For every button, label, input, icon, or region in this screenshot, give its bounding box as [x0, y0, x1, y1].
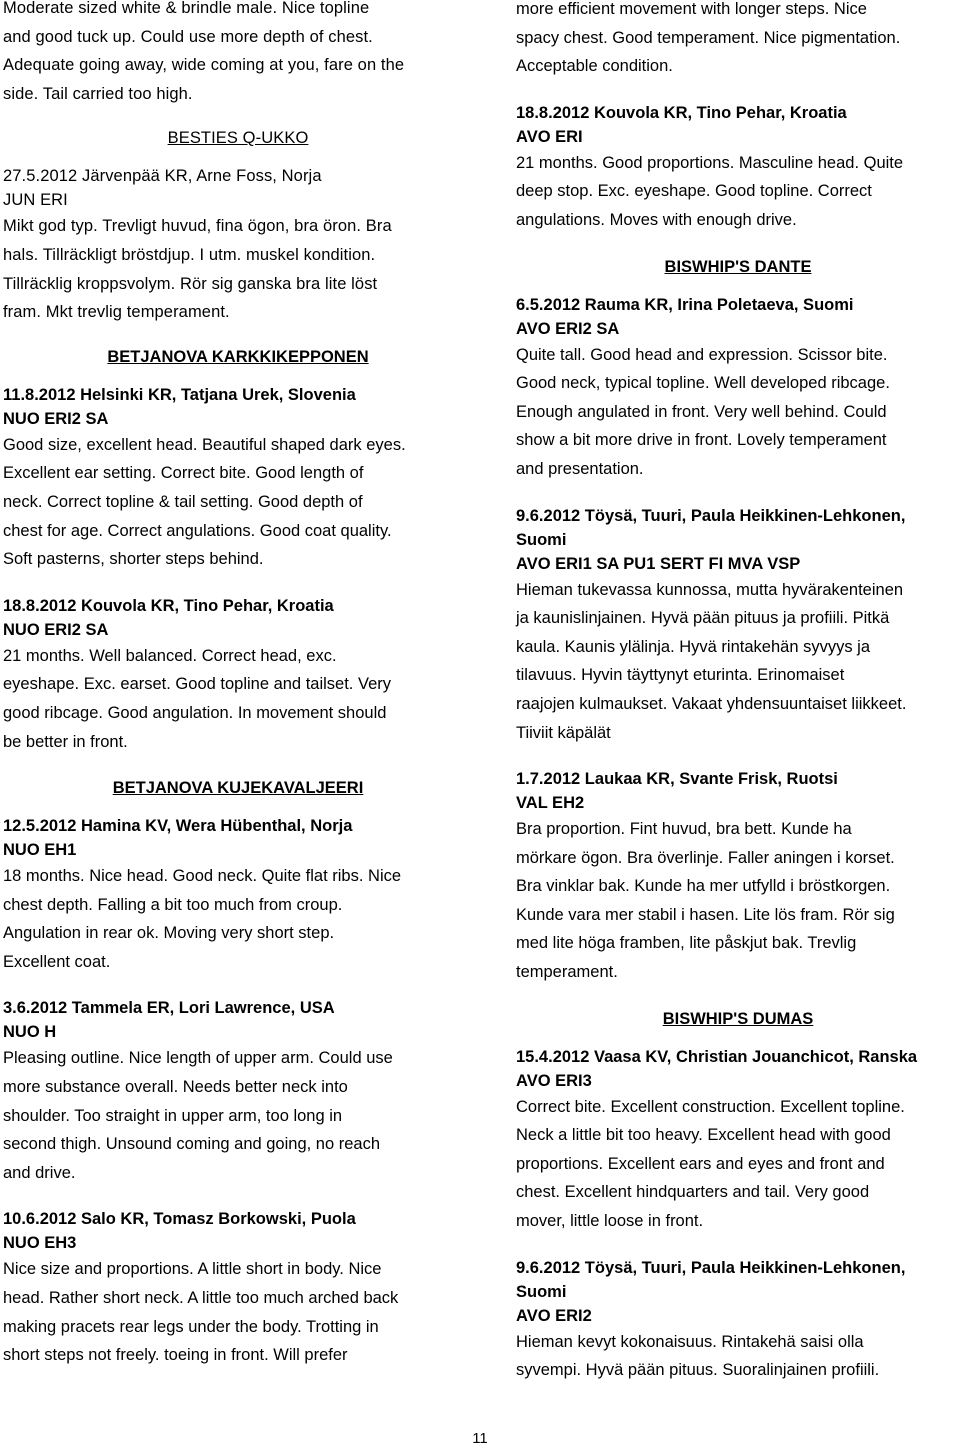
text-line: angulations. Moves with enough drive.	[516, 210, 797, 229]
page-number: 11	[472, 1430, 488, 1447]
text-line: 21 months. Well balanced. Correct head, exc.	[3, 646, 337, 665]
text-line: Bra proportion. Fint huvud, bra bett. Kunde ha	[516, 820, 852, 839]
text-line: Pleasing outline. Nice length of upper arm. Could use	[3, 1049, 393, 1068]
award-line: AVO ERI1 SA PU1 SERT FI MVA VSP	[516, 554, 801, 573]
text-line: chest. Excellent hindquarters and tail. Very good	[516, 1183, 870, 1202]
text-line: Excellent coat.	[3, 952, 111, 971]
award-line: JUN ERI	[3, 191, 68, 210]
show-line: 12.5.2012 Hamina KV, Wera Hübenthal, Norja	[3, 817, 353, 836]
award-line: NUO ERI2 SA	[3, 620, 109, 639]
text-line: Moderate sized white & brindle male. Nice topline	[3, 0, 370, 17]
show-line: 15.4.2012 Vaasa KV, Christian Jouanchicot, Ranska	[516, 1047, 918, 1066]
text-line: chest depth. Falling a bit too much from croup.	[3, 895, 343, 914]
text-line: Bra vinklar bak. Kunde ha mer utfylld i bröstkorgen.	[516, 877, 891, 896]
text-line: Mikt god typ. Trevligt huvud, fina ögon, bra öron. Bra	[3, 217, 392, 236]
text-line: Quite tall. Good head and expression. Scissor bite.	[516, 345, 888, 364]
text-line: ja kaunislinjainen. Hyvä pään pituus ja profiili. Pitkä	[516, 609, 890, 628]
text-line: Angulation in rear ok. Moving very short step.	[3, 924, 335, 943]
text-line: be better in front.	[3, 732, 128, 751]
show-line: 11.8.2012 Helsinki KR, Tatjana Urek, Slovenia	[3, 385, 356, 404]
text-line: Neck a little bit too heavy. Excellent head with good	[516, 1126, 891, 1145]
show-line: Suomi	[516, 1282, 567, 1301]
text-line: tilavuus. Hyvin täyttynyt eturinta. Erinomaiset	[516, 666, 845, 685]
text-line: Enough angulated in front. Very well behind. Could	[516, 402, 887, 421]
text-line: mover, little loose in front.	[516, 1212, 704, 1231]
award-line: VAL EH2	[516, 794, 585, 813]
text-line: proportions. Excellent ears and eyes and front and	[516, 1154, 885, 1173]
text-line: and good tuck up. Could use more depth of chest.	[3, 27, 373, 46]
text-line: raajojen kulmaukset. Vakaat yhdensuuntaiset liikkeet.	[516, 694, 907, 713]
text-line: and presentation.	[516, 459, 644, 478]
right-column	[516, 0, 960, 1385]
text-line: Soft pasterns, shorter steps behind.	[3, 550, 264, 569]
left-column	[3, 0, 473, 1370]
text-line: head. Rather short neck. A little too much arched back	[3, 1289, 399, 1308]
text-line: side. Tail carried too high.	[3, 84, 193, 103]
show-line: 1.7.2012 Laukaa KR, Svante Frisk, Ruotsi	[516, 770, 838, 789]
text-line: deep stop. Exc. eyeshape. Good topline. Correct	[516, 182, 872, 201]
text-line: kaula. Kaunis ylälinja. Hyvä rintakehän syvyys ja	[516, 637, 871, 656]
award-line: AVO ERI2 SA	[516, 319, 620, 338]
dog-name-heading: BISWHIP'S DUMAS	[662, 1009, 814, 1028]
award-line: AVO ERI3	[516, 1071, 592, 1090]
text-line: show a bit more drive in front. Lovely temperament	[516, 431, 887, 450]
text-line: and drive.	[3, 1163, 76, 1182]
text-line: mörkare ögon. Bra överlinje. Faller aningen i korset.	[516, 848, 895, 867]
text-line: Good neck, typical topline. Well developed ribcage.	[516, 374, 890, 393]
text-line: hals. Tillräckligt bröstdjup. I utm. muskel kondition.	[3, 245, 376, 264]
award-line: NUO H	[3, 1023, 57, 1042]
text-line: Correct bite. Excellent construction. Excellent topline.	[516, 1097, 905, 1116]
dog-name-heading: BESTIES Q-UKKO	[167, 129, 309, 148]
show-line: Suomi	[516, 530, 567, 549]
show-line: 3.6.2012 Tammela ER, Lori Lawrence, USA	[3, 999, 335, 1018]
dog-name-heading: BETJANOVA KUJEKAVALJEERI	[112, 779, 364, 798]
show-line: 10.6.2012 Salo KR, Tomasz Borkowski, Puola	[3, 1210, 356, 1229]
show-line: 6.5.2012 Rauma KR, Irina Poletaeva, Suomi	[516, 295, 854, 314]
award-line: AVO ERI2	[516, 1306, 592, 1325]
text-line: fram. Mkt trevlig temperament.	[3, 303, 230, 322]
show-line: 9.6.2012 Töysä, Tuuri, Paula Heikkinen-Lehkonen,	[516, 1258, 906, 1277]
text-line: syvempi. Hyvä pään pituus. Suoralinjainen profiili.	[516, 1361, 880, 1380]
text-line: chest for age. Correct angulations. Good coat quality.	[3, 521, 392, 540]
dog-name-heading: BISWHIP'S DANTE	[664, 257, 812, 276]
text-line: 18 months. Nice head. Good neck. Quite flat ribs. Nice	[3, 867, 402, 886]
text-line: second thigh. Unsound coming and going, no reach	[3, 1135, 381, 1154]
text-line: good ribcage. Good angulation. In movement should	[3, 703, 387, 722]
award-line: NUO ERI2 SA	[3, 409, 109, 428]
text-line: med lite höga framben, lite påskjut bak. Trevlig	[516, 934, 857, 953]
show-line: 27.5.2012 Järvenpää KR, Arne Foss, Norja	[3, 167, 322, 186]
text-line: Acceptable condition.	[516, 57, 673, 76]
text-line: 21 months. Good proportions. Masculine head. Quite	[516, 153, 904, 172]
text-line: Tillräcklig kroppsvolym. Rör sig ganska bra lite löst	[3, 274, 378, 293]
text-line: shoulder. Too straight in upper arm, too long in	[3, 1106, 343, 1125]
award-line: AVO ERI	[516, 127, 583, 146]
text-line: short steps not freely. toeing in front. Will prefer	[3, 1346, 348, 1365]
text-line: Adequate going away, wide coming at you, fare on the	[3, 56, 405, 75]
text-line: more efficient movement with longer steps. Nice	[516, 0, 867, 18]
dog-name-heading: BETJANOVA KARKKIKEPPONEN	[107, 347, 369, 366]
text-line: Excellent ear setting. Correct bite. Good length of	[3, 464, 364, 483]
text-line: Kunde vara mer stabil i hasen. Lite lös fram. Rör sig	[516, 905, 895, 924]
show-line: 18.8.2012 Kouvola KR, Tino Pehar, Kroatia	[3, 596, 334, 615]
text-line: neck. Correct topline & tail setting. Good depth of	[3, 492, 363, 511]
text-line: Hieman tukevassa kunnossa, mutta hyvärakenteinen	[516, 580, 904, 599]
text-line: temperament.	[516, 963, 618, 982]
text-line: Nice size and proportions. A little short in body. Nice	[3, 1260, 382, 1279]
show-line: 18.8.2012 Kouvola KR, Tino Pehar, Kroatia	[516, 103, 847, 122]
text-line: Hieman kevyt kokonaisuus. Rintakehä saisi olla	[516, 1332, 864, 1351]
text-line: Tiiviit käpälät	[516, 723, 611, 742]
continued-text	[516, 0, 960, 81]
text-line: making pracets rear legs under the body. Trotting in	[3, 1317, 379, 1336]
award-line: NUO EH3	[3, 1234, 77, 1253]
text-line: more substance overall. Needs better neck into	[3, 1078, 348, 1097]
intro-text	[3, 0, 473, 108]
show-line: 9.6.2012 Töysä, Tuuri, Paula Heikkinen-Lehkonen,	[516, 506, 906, 525]
text-line: Good size, excellent head. Beautiful shaped dark eyes.	[3, 435, 406, 454]
award-line: NUO EH1	[3, 841, 77, 860]
text-line: spacy chest. Good temperament. Nice pigmentation.	[516, 28, 901, 47]
text-line: eyeshape. Exc. earset. Good topline and tailset. Very	[3, 675, 391, 694]
